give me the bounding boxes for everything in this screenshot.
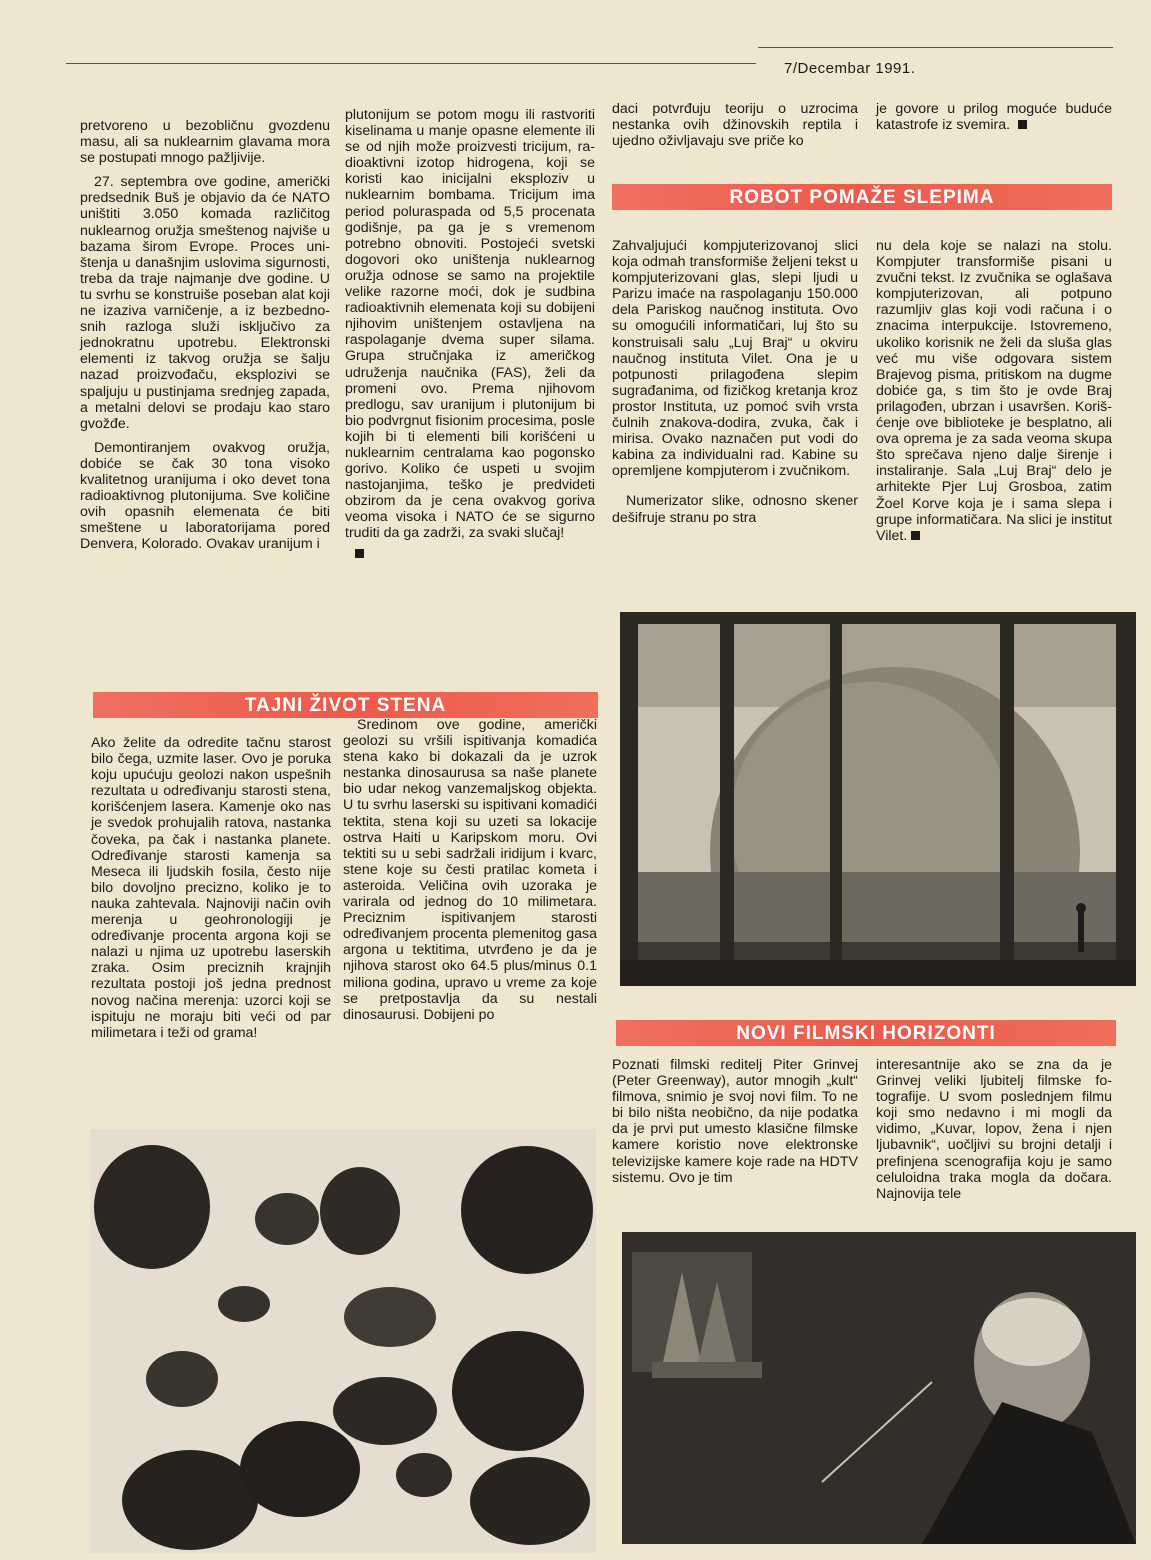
tektite-illustration — [90, 1129, 596, 1553]
stene-headline: TAJNI ŽIVOT STENA — [93, 692, 598, 718]
stene-column-1 — [91, 735, 331, 1041]
stene-paragraph-2: Sredinom ove godine, američki geolozi su vršili ispitivanja komadića stena kako bi dokazali da je uzrok nestanka dinosaurusa sa naše planete bio udar nekog vanzemaljskog objekta. U tu svrhu laserski su ispitivani komadići tektita, stena koji su uzeti sa lokacije ostrva Haiti u Karipskom moru. Ovi tektiti su u sebi sadržali iridijum i kvarc, stene koje su česti pratilac kometa i asteroida. Veličina ovih uzoraka je varirala od jednog do 10 milimetara. Preciznim ispitivanjem starosti određivanjem procenta plemenitog gasa argona u tektitima, utvrđeno je da je njihova starost oko 64.5 plus/minus 0.1 miliona godina, upravo u vreme za koje se pretpostavlja da su nestali dinosaurusi. Dobijeni po — [343, 717, 597, 1023]
header-rule-right — [758, 47, 1113, 48]
article1-paragraph-4: plutonijum se potom mogu ili rastvoriti kiselinama u manje opasne elemente ili se od njih može proizvesti tricijum, radioaktivni izotop hidrogena, koji se koristi kao inicijalni eksploziv u nuklearnim bombama. Tricijum ima period poluraspada od 5,5 procenata godišnje, pa ga je s vremenom potrebno obnoviti. Postojeći svetski dogovori oko uništenja nuklearnog oružja odnose se samo na projektile velike razorne moći, dok je sudbina radioaktivnih elemenata koji su dobijeni njihovim uništenjem ostavljena na raspolaganje dvema super silama. Grupa stručnjaka iz američkog udruženja naučnika (FAS), želi da promeni ovo. Prema njihovom predlogu, sav uranijum i plutonijum bi bio podvrgnut fisionim procesima, posle kojih bi ti elementi bili korišćeni u nuklearnim centralama kao pogonsko gorivo. Koliko će uspeti u svojim nastojanjima, teško je predvideti obzirom da je cena ovakvog goriva veoma visoka i NATO će se sigurno truditi da ga zadrži, za svaki slučaj! — [345, 107, 595, 542]
film-paragraph-1: Poznati filmski reditelj Piter Grinvej (Peter Greenway), autor mnogih „kult“ filmova, snimio je svoj novi film. To ne bi bilo ništa neobično, da nije podatka da je prvi put umesto klasične filmske kamere koristio nove elektronske televizijske kamere koje rade na HDTV sistemu. Ovo je tim — [612, 1057, 858, 1186]
stene-column-2 — [343, 717, 597, 1031]
film-column-2 — [876, 1057, 1112, 1202]
article1-paragraph-1: pretvoreno u bezobličnu gvozdenu masu, ali sa nuklearnim glavama mora se postupati mnogo pažljivije. — [80, 118, 330, 167]
robot-headline: ROBOT POMAŽE SLEPIMA — [612, 184, 1112, 210]
end-mark-icon — [355, 549, 364, 558]
film-still-illustration — [622, 1232, 1136, 1544]
film-paragraph-2: interesantnije ako se zna da je Grinvej veliki ljubitelj filmske fotografije. U svom poslednjem filmu koji smo nedavno i mi mogli da vidimo, „Kuvar, lopov, žena i njen ljubavnik“, uočljivi su brojni detalji i prefinjena scenografija koju je samo celuloidna traka mogla da dočara. Najnovija tele — [876, 1057, 1112, 1202]
robot-paragraph-2: Numerizator slike, odnosno skener dešifruje stranu po stra — [612, 493, 858, 526]
dino-tail-text-2: je govore u prilog moguće buduće katastrofe iz svemira. — [876, 101, 1112, 134]
page-date: 7/Decembar 1991. — [784, 60, 916, 77]
dino-tail-column-1 — [612, 101, 858, 157]
dino-tail-text-1: daci potvrđuju teoriju o uzrocima nestanka ovih džinovskih reptila i ujedno oživljavaju sve priče ko — [612, 101, 858, 150]
film-column-1 — [612, 1057, 858, 1186]
robot-paragraph-1: Zahvaljujući kompjuterizovanoj slici koja odmah transformiše željeni tekst u kompjuterizovani glas, slepi ljudi u Parizu imaće na raspolaganju 150.000 dela Pariskog naučnog instituta. Ovo su omogućili informatičari, luj što su konstruisali salu „Luj Braj“ u okviru naučnog instituta Vilet. Ona je u potpunosti prilagođena slepim sugrađanima, od fizičkog kretanja kroz prostor Instituta, uz pomoć svih vrsta čulnih znakova-dodira, zvuka, čak i mirisa. Ovako naznačen put vodi do kabina za individualni rad. Kabine su opremljene kompjuterom i zvučnikom. — [612, 238, 858, 480]
robot-paragraph-3: nu dela koje se nalazi na stolu. Kompjuter transformiše pisani u zvučni tekst. Iz zvučnika se oglašava kompjuterizovan, ali potpuno razumljiv glas koji vodi računa i o znacima interpukcije. Istovremeno, ukoliko korisnik ne želi da sluša glas već mu više odgovara sistem Brajevog pisma, pritiskom na dugme dobiće ga, s tim što je ovde Braj prilagođen, ubrzan i usavršen. Korišćenje ove biblioteke je besplatno, ali ova oprema je za sada veoma skupa što sprečava njeno dalje širenje i instaliranje. Sala „Luj Braj“ delo je arhitekte Pjer Luj Grosboa, zatim Žoel Korve koja je i sama slepa i grupe informatičara. Na slici je institut Vilet. — [876, 238, 1112, 544]
robot-column-1 — [612, 238, 858, 534]
institut-vilet-photo — [620, 612, 1136, 986]
film-headline: NOVI FILMSKI HORIZONTI — [616, 1020, 1116, 1046]
stene-paragraph-1: Ako želite da odredite tačnu starost bilo čega, uzmite laser. Ovo je poruka koju upućuju geolozi nakon uspešnih rezultata u određivanju starosti stena, korišćenjem lasera. Kamenje oko nas je svedok prohujalih ratova, nastanka čoveka, pa čak i nastanka planete. Određivanje starosti kamenja sa Meseca ili ljudskih fosila, često nije bilo dovoljno precizno, koliko je to nauka zahtevala. Najnoviji način ovih merenja u geohronologiji je određivanje procenta argona koji se nalazi u njima uz upotrebu laserskih zraka. Osim preciznih krajnjih rezultata postoji još jedna prednost novog načina merenja: uzorci koji se ispituju ne moraju biti veći od par milimetara i teži od grama! — [91, 735, 331, 1041]
end-mark-icon — [911, 531, 920, 540]
article1-column-1 — [80, 118, 330, 560]
header-rule-left — [66, 63, 756, 64]
dino-tail-column-2 — [876, 101, 1112, 133]
robot-column-2 — [876, 238, 1112, 544]
tektite-stones-photo — [90, 1129, 596, 1553]
article1-paragraph-3: Demontiranjem ovakvog oružja, dobiće se čak 30 tona visoko kvalitetnog uranijuma i oko devet tona radioaktivnog plutonijuma. Sve količine ovih opasnih elemenata će biti smeštene u laboratorijama pored Denvera, Kolorado. Ovakav uranijum i — [80, 439, 330, 553]
geode-photo-illustration — [620, 612, 1136, 986]
article1-paragraph-2: 27. septembra ove godine, američki predsednik Buš je objavio da će NATO uništiti 3.050 komada različitog nuklearnog oružja smeštenog najviše u bazama širom Evrope. Proces uništenja u današnjim uslovima sigurnosti, treba da traje najmanje dve godine. U tu svrhu se konstruiše poseban alat koji ne izaziva varničenje, a iz bezbednosnih razloga služi isključivo za jednokratnu upotrebu. Elektronski elementi iz takvog oružja se šalju nazad proizvođaču, eksplozivi se spaljuju u pustinjama srednjeg zapada, a metalni delovi se prodaju kao staro gvožđe. — [80, 174, 330, 432]
end-mark-icon — [1018, 120, 1027, 129]
article1-column-2 — [345, 107, 595, 562]
film-still-photo — [622, 1232, 1136, 1544]
